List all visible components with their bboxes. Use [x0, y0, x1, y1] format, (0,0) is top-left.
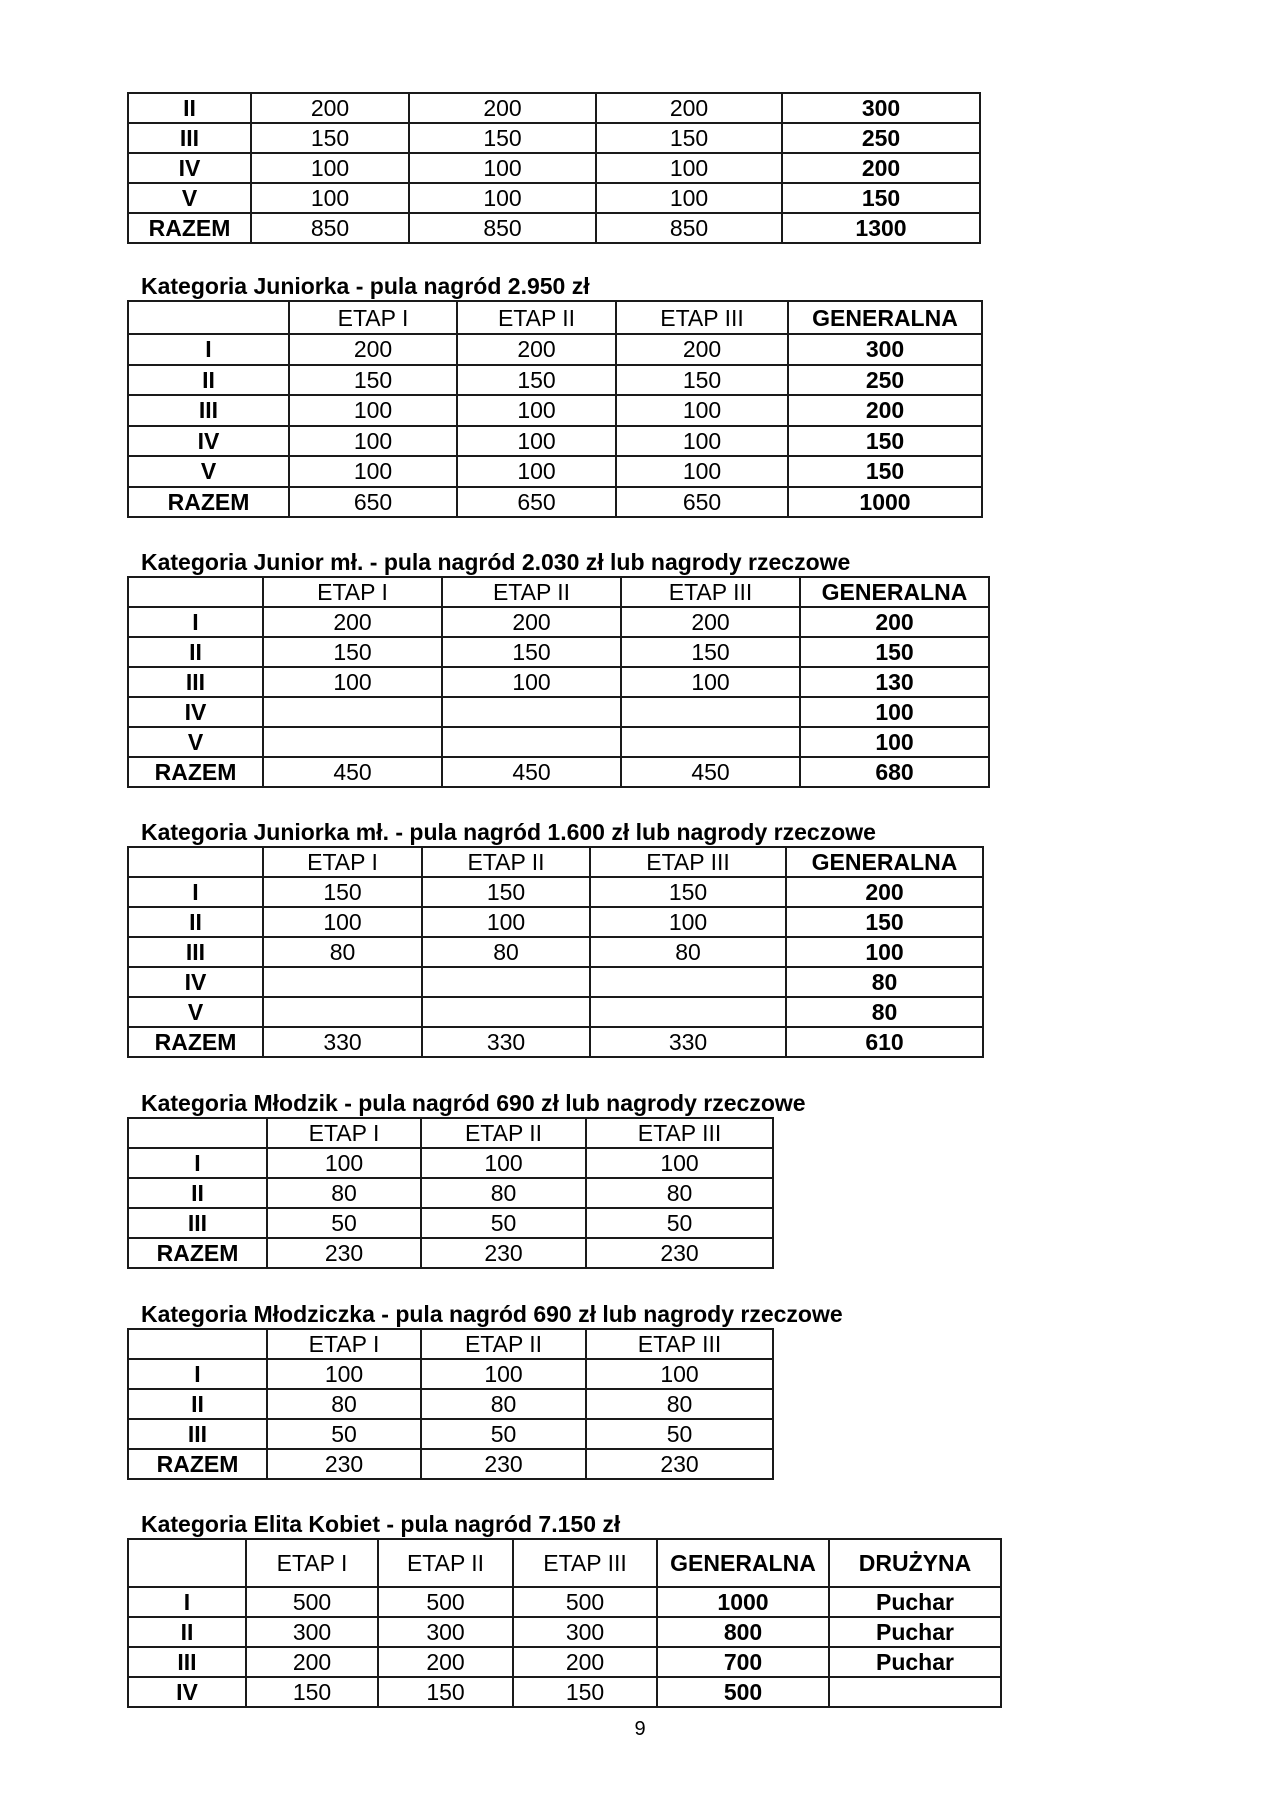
- general-classification-value: 200: [782, 153, 980, 183]
- header-corner-cell: [128, 577, 263, 607]
- stage-prize-value: 450: [263, 757, 442, 787]
- prize-table: [127, 300, 983, 518]
- stage-prize-value: 150: [596, 123, 782, 153]
- place-label: III: [128, 1647, 246, 1677]
- stage-prize-value: 200: [457, 334, 616, 365]
- place-label: IV: [128, 153, 251, 183]
- general-classification-value: 130: [800, 667, 989, 697]
- stage-prize-value: 300: [246, 1617, 378, 1647]
- stage-prize-value: 650: [457, 487, 616, 518]
- stage-prize-value: 150: [409, 123, 596, 153]
- place-label: III: [128, 123, 251, 153]
- stage-prize-value: 300: [378, 1617, 513, 1647]
- stage-prize-value: 80: [267, 1389, 421, 1419]
- place-label: RAZEM: [128, 1449, 267, 1479]
- stage-prize-value: 500: [378, 1587, 513, 1617]
- table-row: [128, 757, 989, 787]
- category-heading: Kategoria Juniorka mł. - pula nagród 1.600 zł lub nagrody rzeczowe: [141, 819, 876, 845]
- stage-prize-value: 100: [586, 1148, 773, 1178]
- general-classification-value: 200: [788, 395, 982, 426]
- column-header: ETAP I: [263, 847, 422, 877]
- place-label: V: [128, 183, 251, 213]
- stage-prize-value: 150: [590, 877, 786, 907]
- table-row: [128, 334, 982, 365]
- stage-prize-value: 330: [422, 1027, 590, 1057]
- place-label: IV: [128, 697, 263, 727]
- column-header: ETAP III: [513, 1539, 657, 1587]
- general-classification-value: 100: [800, 697, 989, 727]
- stage-prize-value: 100: [457, 395, 616, 426]
- table-row: [128, 997, 983, 1027]
- stage-prize-value: 100: [616, 426, 788, 457]
- column-header: GENERALNA: [788, 301, 982, 334]
- stage-prize-value: 80: [586, 1178, 773, 1208]
- stage-prize-value: 230: [421, 1449, 586, 1479]
- header-corner-cell: [128, 301, 289, 334]
- stage-prize-value: 200: [409, 93, 596, 123]
- column-header: GENERALNA: [800, 577, 989, 607]
- general-classification-value: 150: [782, 183, 980, 213]
- prize-table-section: [127, 1089, 806, 1269]
- stage-prize-value: 100: [590, 907, 786, 937]
- stage-prize-value: 50: [267, 1208, 421, 1238]
- prize-table: [127, 1328, 774, 1480]
- prize-table-section: [127, 818, 984, 1058]
- table-row: [128, 1208, 773, 1238]
- stage-prize-value: 100: [409, 183, 596, 213]
- stage-prize-value: [263, 997, 422, 1027]
- place-label: RAZEM: [128, 1238, 267, 1268]
- stage-prize-value: 150: [513, 1677, 657, 1707]
- general-classification-value: 1300: [782, 213, 980, 243]
- table-row: [128, 637, 989, 667]
- stage-prize-value: 100: [267, 1359, 421, 1389]
- stage-prize-value: 100: [421, 1359, 586, 1389]
- table-header-row: [128, 1118, 773, 1148]
- table-row: [128, 1178, 773, 1208]
- column-header: GENERALNA: [786, 847, 983, 877]
- team-prize-value: Puchar: [829, 1587, 1001, 1617]
- place-label: V: [128, 727, 263, 757]
- general-classification-value: 200: [800, 607, 989, 637]
- table-row: [128, 123, 980, 153]
- stage-prize-value: 200: [263, 607, 442, 637]
- stage-prize-value: 100: [596, 183, 782, 213]
- table-row: [128, 1677, 1001, 1707]
- column-header: ETAP III: [621, 577, 800, 607]
- column-header: GENERALNA: [657, 1539, 829, 1587]
- place-label: II: [128, 1178, 267, 1208]
- general-classification-value: 700: [657, 1647, 829, 1677]
- column-header: ETAP I: [289, 301, 457, 334]
- table-header-row: [128, 1329, 773, 1359]
- table-row: [128, 183, 980, 213]
- table-row: [128, 1647, 1001, 1677]
- stage-prize-value: 80: [263, 937, 422, 967]
- general-classification-value: 150: [786, 907, 983, 937]
- stage-prize-value: 850: [251, 213, 409, 243]
- stage-prize-value: 450: [621, 757, 800, 787]
- category-heading: Kategoria Młodzik - pula nagród 690 zł lub nagrody rzeczowe: [141, 1090, 806, 1116]
- stage-prize-value: 100: [616, 456, 788, 487]
- table-row: [128, 213, 980, 243]
- stage-prize-value: 230: [267, 1449, 421, 1479]
- column-header: DRUŻYNA: [829, 1539, 1001, 1587]
- table-header-row: [128, 301, 982, 334]
- general-classification-value: 100: [800, 727, 989, 757]
- stage-prize-value: 850: [596, 213, 782, 243]
- general-classification-value: 200: [786, 877, 983, 907]
- place-label: II: [128, 907, 263, 937]
- table-row: [128, 426, 982, 457]
- stage-prize-value: 100: [267, 1148, 421, 1178]
- table-row: [128, 937, 983, 967]
- general-classification-value: 250: [788, 365, 982, 396]
- table-row: [128, 1389, 773, 1419]
- prize-table-section: [127, 1510, 1002, 1708]
- stage-prize-value: 150: [246, 1677, 378, 1707]
- stage-prize-value: [422, 997, 590, 1027]
- stage-prize-value: [263, 967, 422, 997]
- table-row: [128, 607, 989, 637]
- place-label: III: [128, 395, 289, 426]
- stage-prize-value: 200: [289, 334, 457, 365]
- stage-prize-value: 150: [616, 365, 788, 396]
- table-row: [128, 1238, 773, 1268]
- stage-prize-value: 100: [442, 667, 621, 697]
- table-row: [128, 1617, 1001, 1647]
- team-prize-value: [829, 1677, 1001, 1707]
- table-row: [128, 1449, 773, 1479]
- stage-prize-value: 80: [421, 1389, 586, 1419]
- stage-prize-value: 200: [621, 607, 800, 637]
- stage-prize-value: 50: [586, 1419, 773, 1449]
- stage-prize-value: 50: [421, 1419, 586, 1449]
- stage-prize-value: 100: [457, 426, 616, 457]
- place-label: RAZEM: [128, 213, 251, 243]
- column-header: ETAP III: [616, 301, 788, 334]
- table-row: [128, 967, 983, 997]
- table-row: [128, 907, 983, 937]
- place-label: I: [128, 1359, 267, 1389]
- table-row: [128, 487, 982, 518]
- stage-prize-value: [621, 727, 800, 757]
- table-header-row: [128, 577, 989, 607]
- column-header: ETAP III: [586, 1329, 773, 1359]
- place-label: I: [128, 1148, 267, 1178]
- general-classification-value: 680: [800, 757, 989, 787]
- stage-prize-value: 230: [586, 1449, 773, 1479]
- table-row: [128, 456, 982, 487]
- stage-prize-value: 200: [251, 93, 409, 123]
- stage-prize-value: 150: [621, 637, 800, 667]
- column-header: ETAP II: [422, 847, 590, 877]
- team-prize-value: Puchar: [829, 1647, 1001, 1677]
- general-classification-value: 250: [782, 123, 980, 153]
- general-classification-value: 80: [786, 997, 983, 1027]
- prize-table: [127, 1538, 1002, 1708]
- stage-prize-value: 200: [246, 1647, 378, 1677]
- stage-prize-value: [621, 697, 800, 727]
- place-label: RAZEM: [128, 757, 263, 787]
- general-classification-value: 1000: [788, 487, 982, 518]
- prize-table-section: [127, 92, 981, 244]
- category-heading: Kategoria Elita Kobiet - pula nagród 7.150 zł: [141, 1511, 621, 1537]
- place-label: IV: [128, 1677, 246, 1707]
- stage-prize-value: 100: [422, 907, 590, 937]
- column-header: ETAP II: [378, 1539, 513, 1587]
- general-classification-value: 800: [657, 1617, 829, 1647]
- stage-prize-value: 80: [590, 937, 786, 967]
- stage-prize-value: 200: [442, 607, 621, 637]
- column-header: ETAP III: [590, 847, 786, 877]
- header-corner-cell: [128, 847, 263, 877]
- stage-prize-value: 150: [263, 637, 442, 667]
- table-row: [128, 1419, 773, 1449]
- place-label: III: [128, 1419, 267, 1449]
- stage-prize-value: 100: [289, 456, 457, 487]
- place-label: IV: [128, 967, 263, 997]
- prize-table: [127, 92, 981, 244]
- general-classification-value: 80: [786, 967, 983, 997]
- table-row: [128, 1027, 983, 1057]
- table-header-row: [128, 1539, 1001, 1587]
- column-header: ETAP II: [421, 1118, 586, 1148]
- stage-prize-value: 230: [586, 1238, 773, 1268]
- stage-prize-value: 150: [251, 123, 409, 153]
- column-header: ETAP I: [267, 1329, 421, 1359]
- stage-prize-value: 80: [421, 1178, 586, 1208]
- place-label: II: [128, 93, 251, 123]
- stage-prize-value: 100: [621, 667, 800, 697]
- category-heading: Kategoria Junior mł. - pula nagród 2.030 zł lub nagrody rzeczowe: [141, 549, 851, 575]
- stage-prize-value: 200: [378, 1647, 513, 1677]
- stage-prize-value: [422, 967, 590, 997]
- table-row: [128, 877, 983, 907]
- category-heading: Kategoria Juniorka - pula nagród 2.950 zł: [141, 273, 590, 299]
- stage-prize-value: 330: [263, 1027, 422, 1057]
- column-header: ETAP I: [263, 577, 442, 607]
- general-classification-value: 1000: [657, 1587, 829, 1617]
- column-header: ETAP II: [421, 1329, 586, 1359]
- team-prize-value: Puchar: [829, 1617, 1001, 1647]
- place-label: IV: [128, 426, 289, 457]
- stage-prize-value: 200: [513, 1647, 657, 1677]
- general-classification-value: 150: [788, 456, 982, 487]
- stage-prize-value: 80: [267, 1178, 421, 1208]
- general-classification-value: 100: [786, 937, 983, 967]
- stage-prize-value: 100: [596, 153, 782, 183]
- stage-prize-value: 100: [421, 1148, 586, 1178]
- stage-prize-value: 100: [251, 183, 409, 213]
- table-row: [128, 667, 989, 697]
- column-header: ETAP II: [457, 301, 616, 334]
- table-row: [128, 365, 982, 396]
- prize-table: [127, 576, 990, 788]
- page-number: 9: [634, 1718, 646, 1740]
- stage-prize-value: 150: [263, 877, 422, 907]
- table-row: [128, 153, 980, 183]
- table-row: [128, 727, 989, 757]
- stage-prize-value: [590, 967, 786, 997]
- place-label: II: [128, 1389, 267, 1419]
- stage-prize-value: 200: [596, 93, 782, 123]
- stage-prize-value: 150: [457, 365, 616, 396]
- stage-prize-value: 100: [289, 395, 457, 426]
- table-header-row: [128, 847, 983, 877]
- place-label: III: [128, 667, 263, 697]
- stage-prize-value: 50: [586, 1208, 773, 1238]
- prize-table: [127, 846, 984, 1058]
- stage-prize-value: 100: [251, 153, 409, 183]
- general-classification-value: 300: [782, 93, 980, 123]
- stage-prize-value: 450: [442, 757, 621, 787]
- stage-prize-value: 300: [513, 1617, 657, 1647]
- stage-prize-value: 80: [586, 1389, 773, 1419]
- prize-table: [127, 1117, 774, 1269]
- stage-prize-value: 150: [422, 877, 590, 907]
- stage-prize-value: 230: [421, 1238, 586, 1268]
- general-classification-value: 610: [786, 1027, 983, 1057]
- prize-table-section: [127, 548, 990, 788]
- stage-prize-value: 330: [590, 1027, 786, 1057]
- stage-prize-value: 50: [421, 1208, 586, 1238]
- stage-prize-value: 50: [267, 1419, 421, 1449]
- table-row: [128, 93, 980, 123]
- place-label: II: [128, 1617, 246, 1647]
- stage-prize-value: 150: [289, 365, 457, 396]
- place-label: I: [128, 1587, 246, 1617]
- stage-prize-value: 100: [263, 907, 422, 937]
- place-label: II: [128, 637, 263, 667]
- stage-prize-value: [263, 727, 442, 757]
- general-classification-value: 150: [800, 637, 989, 667]
- table-row: [128, 1148, 773, 1178]
- stage-prize-value: 650: [289, 487, 457, 518]
- place-label: I: [128, 877, 263, 907]
- stage-prize-value: 80: [422, 937, 590, 967]
- stage-prize-value: [442, 697, 621, 727]
- place-label: II: [128, 365, 289, 396]
- stage-prize-value: 100: [409, 153, 596, 183]
- prize-table-section: [127, 272, 983, 518]
- general-classification-value: 300: [788, 334, 982, 365]
- column-header: ETAP I: [267, 1118, 421, 1148]
- stage-prize-value: 200: [616, 334, 788, 365]
- header-corner-cell: [128, 1329, 267, 1359]
- stage-prize-value: [442, 727, 621, 757]
- stage-prize-value: 100: [616, 395, 788, 426]
- table-row: [128, 1587, 1001, 1617]
- prize-table-section: [127, 1300, 843, 1480]
- place-label: I: [128, 334, 289, 365]
- stage-prize-value: 230: [267, 1238, 421, 1268]
- stage-prize-value: 100: [586, 1359, 773, 1389]
- general-classification-value: 500: [657, 1677, 829, 1707]
- place-label: V: [128, 456, 289, 487]
- stage-prize-value: 500: [246, 1587, 378, 1617]
- place-label: RAZEM: [128, 487, 289, 518]
- place-label: III: [128, 937, 263, 967]
- column-header: ETAP I: [246, 1539, 378, 1587]
- place-label: I: [128, 607, 263, 637]
- stage-prize-value: 150: [378, 1677, 513, 1707]
- table-row: [128, 1359, 773, 1389]
- place-label: V: [128, 997, 263, 1027]
- column-header: ETAP II: [442, 577, 621, 607]
- stage-prize-value: 650: [616, 487, 788, 518]
- stage-prize-value: 150: [442, 637, 621, 667]
- table-row: [128, 697, 989, 727]
- stage-prize-value: 500: [513, 1587, 657, 1617]
- stage-prize-value: 100: [263, 667, 442, 697]
- stage-prize-value: 850: [409, 213, 596, 243]
- table-row: [128, 395, 982, 426]
- stage-prize-value: [263, 697, 442, 727]
- header-corner-cell: [128, 1118, 267, 1148]
- stage-prize-value: [590, 997, 786, 1027]
- place-label: RAZEM: [128, 1027, 263, 1057]
- header-corner-cell: [128, 1539, 246, 1587]
- category-heading: Kategoria Młodziczka - pula nagród 690 zł lub nagrody rzeczowe: [141, 1301, 843, 1327]
- stage-prize-value: 100: [289, 426, 457, 457]
- stage-prize-value: 100: [457, 456, 616, 487]
- place-label: III: [128, 1208, 267, 1238]
- general-classification-value: 150: [788, 426, 982, 457]
- column-header: ETAP III: [586, 1118, 773, 1148]
